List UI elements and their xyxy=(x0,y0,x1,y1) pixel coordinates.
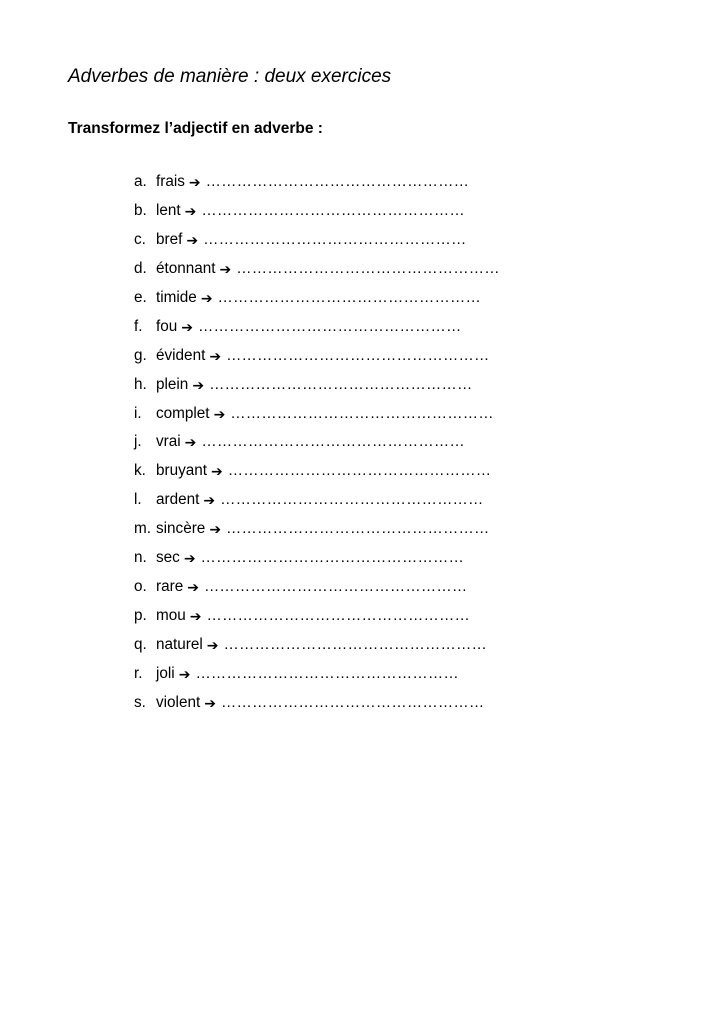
answer-blank[interactable]: …………………………………………… xyxy=(220,693,485,711)
answer-blank[interactable]: …………………………………………… xyxy=(236,259,500,277)
answer-blank[interactable]: …………………………………………… xyxy=(209,375,473,393)
item-letter: i. xyxy=(134,404,142,422)
adjective-word: ardent xyxy=(156,491,200,509)
item-letter: h. xyxy=(134,375,147,393)
arrow-right-icon: ➔ xyxy=(206,637,219,653)
arrow-right-icon: ➔ xyxy=(209,347,222,364)
adjective-word: rare xyxy=(156,578,184,596)
arrow-right-icon: ➔ xyxy=(211,463,223,480)
item-letter: r. xyxy=(134,664,143,682)
arrow-right-icon: ➔ xyxy=(200,289,213,306)
item-letter: l. xyxy=(134,491,142,509)
item-letter: a. xyxy=(134,173,147,190)
answer-blank[interactable]: …………………………………………… xyxy=(203,578,468,596)
list-item xyxy=(134,631,500,660)
answer-blank[interactable]: …………………………………………… xyxy=(195,664,459,682)
arrow-right-icon: ➔ xyxy=(188,174,201,190)
item-letter: q. xyxy=(134,636,147,653)
arrow-right-icon: ➔ xyxy=(187,579,199,596)
answer-blank[interactable]: …………………………………………… xyxy=(227,462,492,480)
answer-blank[interactable]: …………………………………………… xyxy=(226,520,490,538)
item-letter: n. xyxy=(134,549,147,567)
item-letter: j. xyxy=(134,433,142,451)
item-letter: g. xyxy=(134,346,147,364)
answer-blank[interactable]: …………………………………………… xyxy=(198,317,462,335)
answer-blank[interactable]: …………………………………………… xyxy=(223,636,487,653)
arrow-right-icon: ➔ xyxy=(183,550,196,567)
adjective-word: joli xyxy=(156,664,175,682)
list-item xyxy=(134,226,500,255)
list-item xyxy=(134,400,500,429)
answer-blank[interactable]: …………………………………………… xyxy=(217,288,481,306)
answer-blank[interactable]: …………………………………………… xyxy=(200,549,464,567)
arrow-right-icon: ➔ xyxy=(204,694,216,711)
list-item xyxy=(134,255,500,284)
item-letter: s. xyxy=(134,693,146,711)
adjective-word: plein xyxy=(156,375,189,393)
arrow-right-icon: ➔ xyxy=(181,318,193,335)
item-letter: d. xyxy=(134,259,147,277)
list-item xyxy=(134,284,500,313)
list-item xyxy=(134,486,500,515)
list-item xyxy=(134,168,500,197)
adjective-word: étonnant xyxy=(156,259,216,277)
answer-blank[interactable]: …………………………………………… xyxy=(206,607,470,625)
adjective-word: fou xyxy=(156,317,178,335)
answer-blank[interactable]: …………………………………………… xyxy=(230,404,494,422)
arrow-right-icon: ➔ xyxy=(219,260,232,277)
list-item xyxy=(134,573,500,602)
adjective-word: bref xyxy=(156,230,183,248)
exercise-instruction: Transformez l’adjectif en adverbe : xyxy=(68,120,323,137)
adjective-word: timide xyxy=(156,288,197,306)
list-item xyxy=(134,660,500,689)
arrow-right-icon: ➔ xyxy=(184,434,197,451)
exercise-list xyxy=(134,168,500,718)
list-item xyxy=(134,371,500,400)
adjective-word: sincère xyxy=(156,520,206,538)
adjective-word: lent xyxy=(156,201,181,219)
adjective-word: bruyant xyxy=(156,462,208,480)
arrow-right-icon: ➔ xyxy=(192,376,205,393)
answer-blank[interactable]: …………………………………………… xyxy=(226,346,490,364)
list-item xyxy=(134,342,500,371)
arrow-right-icon: ➔ xyxy=(209,521,222,538)
item-letter: c. xyxy=(134,230,146,248)
item-letter: f. xyxy=(134,317,143,335)
answer-blank[interactable]: …………………………………………… xyxy=(201,433,465,451)
list-item xyxy=(134,313,500,342)
adjective-word: vrai xyxy=(156,433,181,451)
arrow-right-icon: ➔ xyxy=(189,608,202,625)
list-item xyxy=(134,689,500,718)
arrow-right-icon: ➔ xyxy=(186,231,199,248)
item-letter: o. xyxy=(134,578,147,596)
item-letter: b. xyxy=(134,201,147,219)
answer-blank[interactable]: …………………………………………… xyxy=(205,173,470,190)
list-item xyxy=(134,457,500,486)
answer-blank[interactable]: …………………………………………… xyxy=(201,201,465,219)
list-item xyxy=(134,544,500,573)
answer-blank[interactable]: …………………………………………… xyxy=(203,230,467,248)
list-item xyxy=(134,428,500,457)
arrow-right-icon: ➔ xyxy=(184,202,197,219)
adjective-word: frais xyxy=(156,173,185,190)
item-letter: p. xyxy=(134,607,147,625)
arrow-right-icon: ➔ xyxy=(178,665,191,682)
item-letter: m. xyxy=(134,520,151,538)
adjective-word: violent xyxy=(156,693,201,711)
adjective-word: évident xyxy=(156,346,206,364)
page-title: Adverbes de manière : deux exercices xyxy=(68,66,392,87)
adjective-word: sec xyxy=(156,549,180,567)
arrow-right-icon: ➔ xyxy=(203,492,216,509)
item-letter: k. xyxy=(134,462,146,480)
item-letter: e. xyxy=(134,288,147,306)
list-item xyxy=(134,602,500,631)
list-item xyxy=(134,197,500,226)
answer-blank[interactable]: …………………………………………… xyxy=(220,491,484,509)
arrow-right-icon: ➔ xyxy=(213,405,226,422)
adjective-word: mou xyxy=(156,607,186,625)
list-item xyxy=(134,515,500,544)
adjective-word: complet xyxy=(156,404,210,422)
adjective-word: naturel xyxy=(156,636,203,653)
